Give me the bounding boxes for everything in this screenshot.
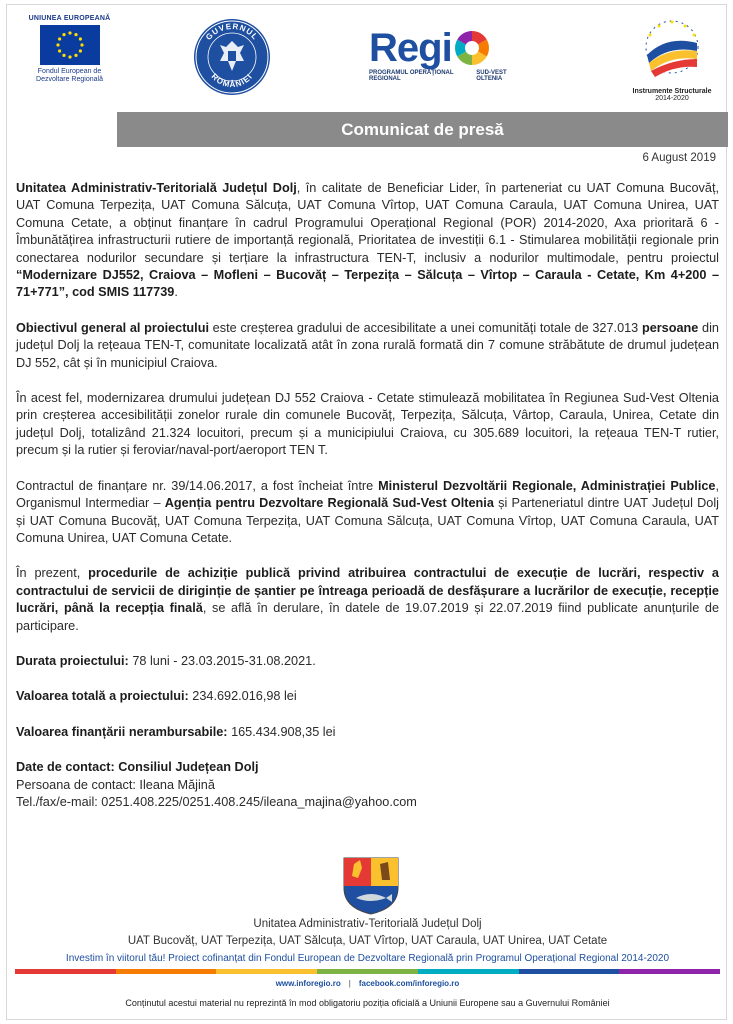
total-value-label: Valoarea totală a proiectului: <box>16 689 189 704</box>
grant-value-line <box>16 724 719 741</box>
footer-invest-slogan: Investim în viitorul tău! Proiect cofinanțat din Fondul European de Dezvoltare Regională prin Programul Operațional Regional 2014-2020 <box>65 953 670 964</box>
logo-header <box>7 5 728 115</box>
facebook-link[interactable]: facebook.com/inforegio.ro <box>358 979 460 988</box>
press-release-page <box>6 4 727 1020</box>
project-title: “Modernizare DJ552, Craiova – Mofleni – Bucovăț – Terpezița – Sălcuța – Vîrtop – Caraula - Cetate, Km 4+200 – 71+771”, cod SMIS 117739 <box>16 268 719 300</box>
objective-label: Obiectivul general al proiectului <box>16 320 209 335</box>
regio-sub-right: SUD-VEST OLTENIA <box>476 70 507 82</box>
contact-phone-email[interactable]: Tel./fax/e-mail: 0251.408.225/0251.408.245/ileana_majina@yahoo.com <box>16 794 417 809</box>
footer-disclaimer: Conținutul acestui material nu reprezintă în mod obligatoriu poziția oficială a Uniunii Europene sau a Guvernului României <box>125 998 610 1008</box>
is-logo-title: Instrumente Structurale <box>632 88 712 95</box>
objective-persons: persoane <box>641 320 699 335</box>
duration-label: Durata proiectului: <box>16 653 129 668</box>
total-value-line <box>16 688 719 705</box>
contract-text-3: și Parteneriatul dintre UAT Județul Dolj și UAT Comuna Bucovăț, UAT Comuna Terpezița, UAT Comuna Sălcuța, UAT Comuna Vîrtop, UAT Comuna Caraula, UAT Comuna Unirea, UAT Comuna Cetate. <box>16 496 719 545</box>
structural-instruments-icon <box>637 17 707 79</box>
intro-end: . <box>174 285 178 300</box>
mobility-paragraph: În acest fel, modernizarea drumului județean DJ 552 Craiova - Cetate stimulează mobilitatea în Regiunea Sud-Vest Oltenia prin creșterea accesibilității zonelor rurale din comunele Bucovăț, Terpezița, Sălcuța, Vârtop, Caraula, Unirea, Cetate din județul Dolj, totalizând 21.324 locuitori, precum și a municipiului Craiova, cu 305.689 locuitori, la rețeaua TEN-T rutier, precum și la rutier și feroviar/naval-port/aeroport TEN T. <box>16 391 719 458</box>
agency-name: Agenția pentru Dezvoltare Regională Sud-Vest Oltenia <box>164 496 494 511</box>
objective-text-2: din județul Dolj la rețeaua TEN-T, comunitate localizată atât în zona rurală formată din 7 comune străbătute de drumul județean DJ 552, cât și în municipiul Craiova. <box>16 320 719 370</box>
footer-beneficiary: Unitatea Administrativ-Teritorială Județul Dolj <box>253 918 482 930</box>
link-separator: | <box>348 979 351 988</box>
procurement-procedures: procedurile de achiziție publică privind atribuirea contractului de execuție de lucrări, respectiv a contractului de servicii de diriginție de șantier pe întreaga perioadă de desfășurare a lucrărilor de execuție, recepție lucrări, până la recepția finală <box>16 566 719 616</box>
government-seal-logo <box>192 17 272 97</box>
eu-logo-subtitle-2: Dezvoltare Regională <box>36 76 103 83</box>
regio-sub-left: PROGRAMUL OPERAŢIONAL REGIONAL <box>369 70 454 82</box>
objective-paragraph <box>16 320 719 372</box>
eu-flag-icon <box>40 25 100 65</box>
contact-heading-text: Date de contact: Consiliul Județean Dolj <box>16 760 259 775</box>
eu-logo-title: UNIUNEA EUROPEANĂ <box>28 15 111 22</box>
regio-logo-subtitle <box>369 70 529 82</box>
regio-o-icon <box>453 29 491 67</box>
procurement-paragraph <box>16 565 719 635</box>
ministry-name: Ministerul Dezvoltării Regionale, Administrației Publice <box>378 478 716 493</box>
eu-logo <box>22 15 117 105</box>
procurement-text-1: În prezent, <box>16 566 89 581</box>
contract-text-1: Contractul de finanțare nr. 39/14.06.2017, a fost încheiat între <box>16 478 379 493</box>
intro-text: , în calitate de Beneficiar Lider, în parteneriat cu UAT Comuna Bucovăț, UAT Comuna Terpezița, UAT Comuna Sălcuța, UAT Comuna Vîrtop, UAT Comuna Caraula, UAT Comuna Unirea, UAT Comuna Cetate, a obținut finanțare în cadrul Programului Operațional Regional (POR) 2014-2020, Axa prioritară 6 - Îmbunătățirea infrastructurii rutiere de importanță regională, Prioritatea de investiții 6.1 - Stimularea mobilității regionale prin conectarea nodurilor secundare și terțiare la infrastructura TEN-T, inclusiv a nodurilor multimodale, pentru proiectul <box>16 181 719 265</box>
regio-logo <box>369 27 544 89</box>
footer-links <box>7 979 728 988</box>
footer-rainbow-bar <box>15 969 720 974</box>
contract-paragraph <box>16 478 719 548</box>
structural-instruments-logo <box>622 17 722 112</box>
beneficiary-name: Unitatea Administrativ-Teritorială Județul Dolj <box>16 181 297 195</box>
duration-line <box>16 653 719 670</box>
regio-logo-word: Regi <box>369 26 452 70</box>
press-release-body <box>16 180 719 811</box>
footer-partners: UAT Bucovăț, UAT Terpezița, UAT Sălcuța, UAT Vîrtop, UAT Caraula, UAT Unirea, UAT Cetate <box>127 935 608 947</box>
press-release-banner: Comunicat de presă <box>117 112 728 147</box>
total-value-amount: 234.692.016,98 lei <box>188 689 297 704</box>
contract-text-2: , Organismul Intermediar – <box>16 478 719 511</box>
contact-person: Persoana de contact: Ileana Măjină <box>16 777 215 792</box>
intro-paragraph <box>16 180 719 302</box>
is-logo-years: 2014-2020 <box>655 95 689 102</box>
inforegio-link[interactable]: www.inforegio.ro <box>275 979 341 988</box>
duration-value: 78 luni - 23.03.2015-31.08.2021. <box>128 653 316 668</box>
grant-value-label: Valoarea finanțării nerambursabile: <box>16 724 228 739</box>
procurement-text-2: , se află în derulare, în datele de 19.07.2019 și 22.07.2019 fiind publicate anunțurile de participare. <box>16 601 719 633</box>
gov-seal-text-top: GUVERNUL <box>203 21 261 42</box>
contact-heading <box>16 759 719 776</box>
dolj-county-crest-icon <box>338 856 404 916</box>
objective-text-1: este creșterea gradului de accesibilitate a unei comunități totale de 327.013 <box>208 320 642 335</box>
grant-value-amount: 165.434.908,35 lei <box>227 724 336 739</box>
release-date: 6 August 2019 <box>642 152 716 164</box>
gov-seal-text-bottom: ROMÂNIEI <box>209 71 255 90</box>
eu-logo-subtitle-1: Fondul European de <box>37 68 102 75</box>
